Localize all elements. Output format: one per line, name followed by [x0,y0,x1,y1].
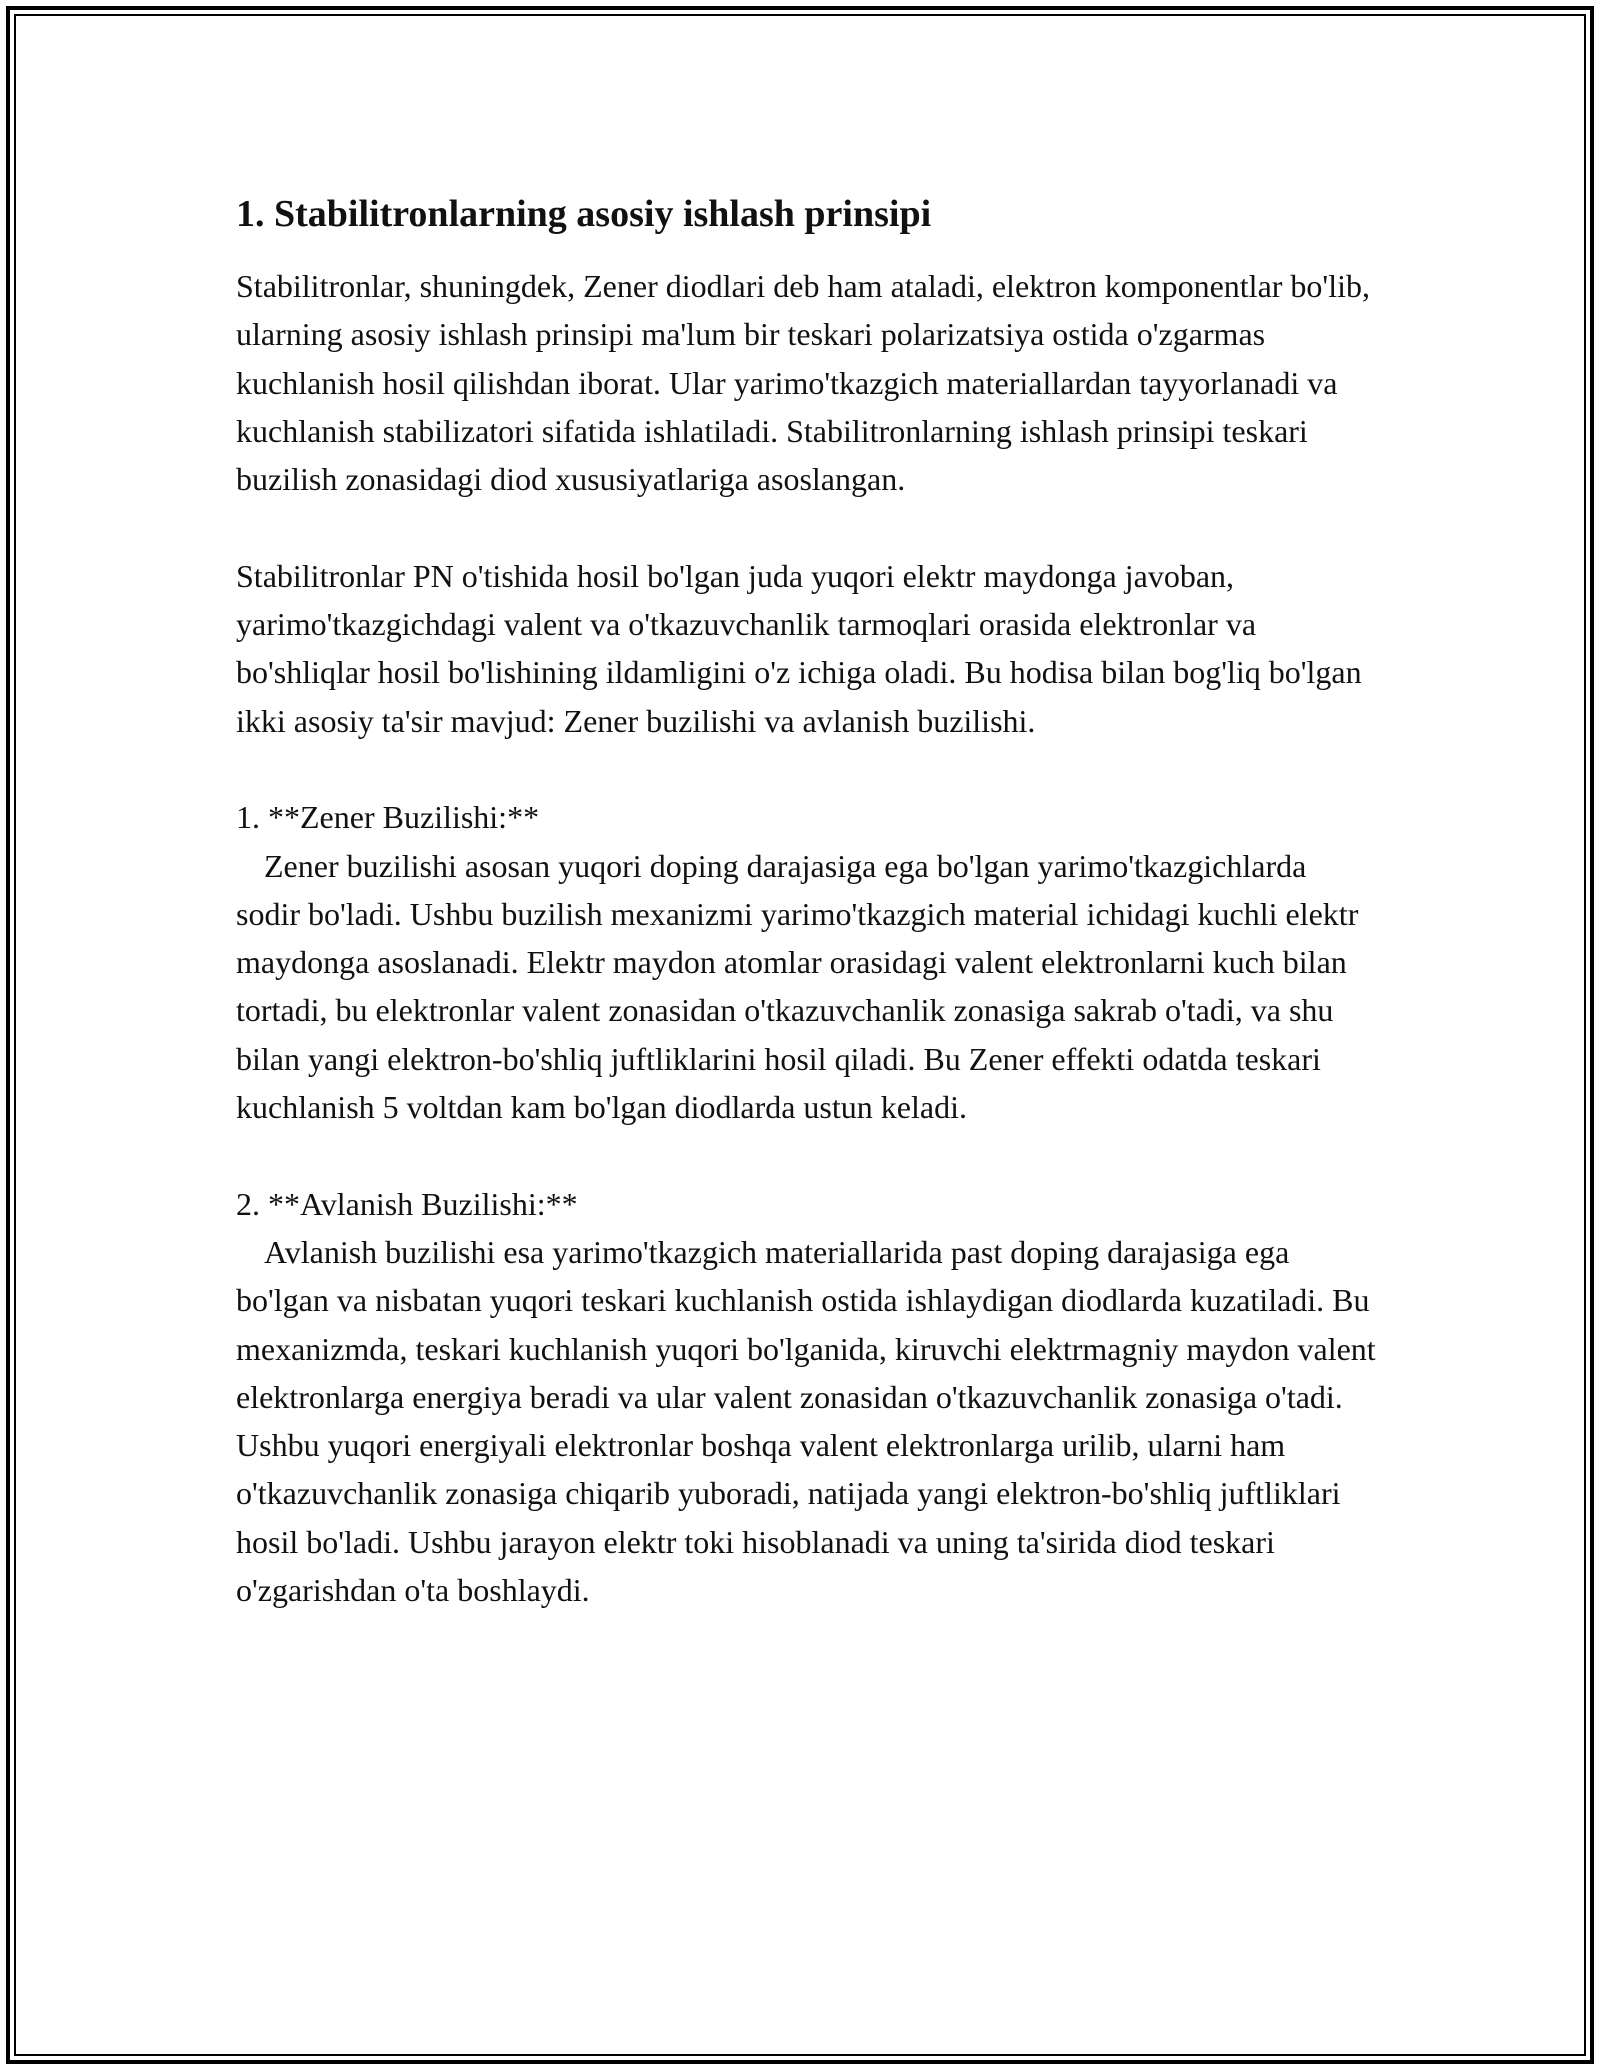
list-item-avalanche [236,1180,1376,1615]
document-body [236,186,1376,1614]
list-item-title: 1. **Zener Buzilishi:** [236,799,540,836]
list-item-body: Zener buzilishi asosan yuqori doping darajasiga ega bo'lgan yarimo'tkazgichlarda sodir bo'ladi. Ushbu buzilish mexanizmi yarimo'tkazgich material ichidagi kuchli elektr maydonga asoslanadi. Elektr maydon atomlar orasidagi valent elektronlarni kuch bilan tortadi, bu elektronlar valent zonasidan o'tkazuvchanlik zonasiga sakrab o'tadi, va shu bilan yangi elektron-bo'shliq juftliklarini hosil qiladi. Bu Zener effekti odatda teskari kuchlanish 5 voltdan kam bo'lgan diodlarda ustun keladi. [236,847,1359,1126]
list-item-body: Avlanish buzilishi esa yarimo'tkazgich materiallarida past doping darajasiga ega bo'lgan va nisbatan yuqori teskari kuchlanish ostida ishlaydigan diodlarda kuzatiladi. Bu mexanizmda, teskari kuchlanish yuqori bo'lganida, kiruvchi elektrmagniy maydon valent elektronlarga energiya beradi va ular valent zonasidan o'tkazuvchanlik zonasiga o'tadi. Ushbu yuqori energiyali elektronlar boshqa valent elektronlarga urilib, ularni ham o'tkazuvchanlik zonasiga chiqarib yuboradi, natijada yangi elektron-bo'shliq juftliklari hosil bo'ladi. Ushbu jarayon elektr toki hisoblanadi va uning ta'sirida diod teskari o'zgarishdan o'ta boshlaydi. [236,1233,1376,1609]
section-heading: 1. Stabilitronlarning asosiy ishlash prinsipi [236,193,932,235]
paragraph-spacer [236,503,1376,551]
paragraph-spacer [236,1131,1376,1179]
paragraph-spacer [236,745,1376,793]
intro-paragraph: Stabilitronlar, shuningdek, Zener diodlari deb ham ataladi, elektron komponentlar bo'lib, ularning asosiy ishlash prinsipi ma'lum bir teskari polarizatsiya ostida o'zgarmas kuchlanish hosil qilishdan iborat. Ular yarimo'tkazgich materiallardan tayyorlanadi va kuchlanish stabilizatori sifatida ishlatiladi. Stabilitronlarning ishlash prinsipi teskari buzilish zonasidagi diod xususiyatlariga asoslangan. [236,268,1370,498]
list-item-zener [236,793,1376,1131]
list-item-title: 2. **Avlanish Buzilishi:** [236,1185,578,1222]
effects-paragraph: Stabilitronlar PN o'tishida hosil bo'lgan juda yuqori elektr maydonga javoban, yarimo'tkazgichdagi valent va o'tkazuvchanlik tarmoqlari orasida elektronlar va bo'shliqlar hosil bo'lishining ildamligini o'z ichiga oladi. Bu hodisa bilan bog'liq bo'lgan ikki asosiy ta'sir mavjud: Zener buzilishi va avlanish buzilishi. [236,557,1362,739]
